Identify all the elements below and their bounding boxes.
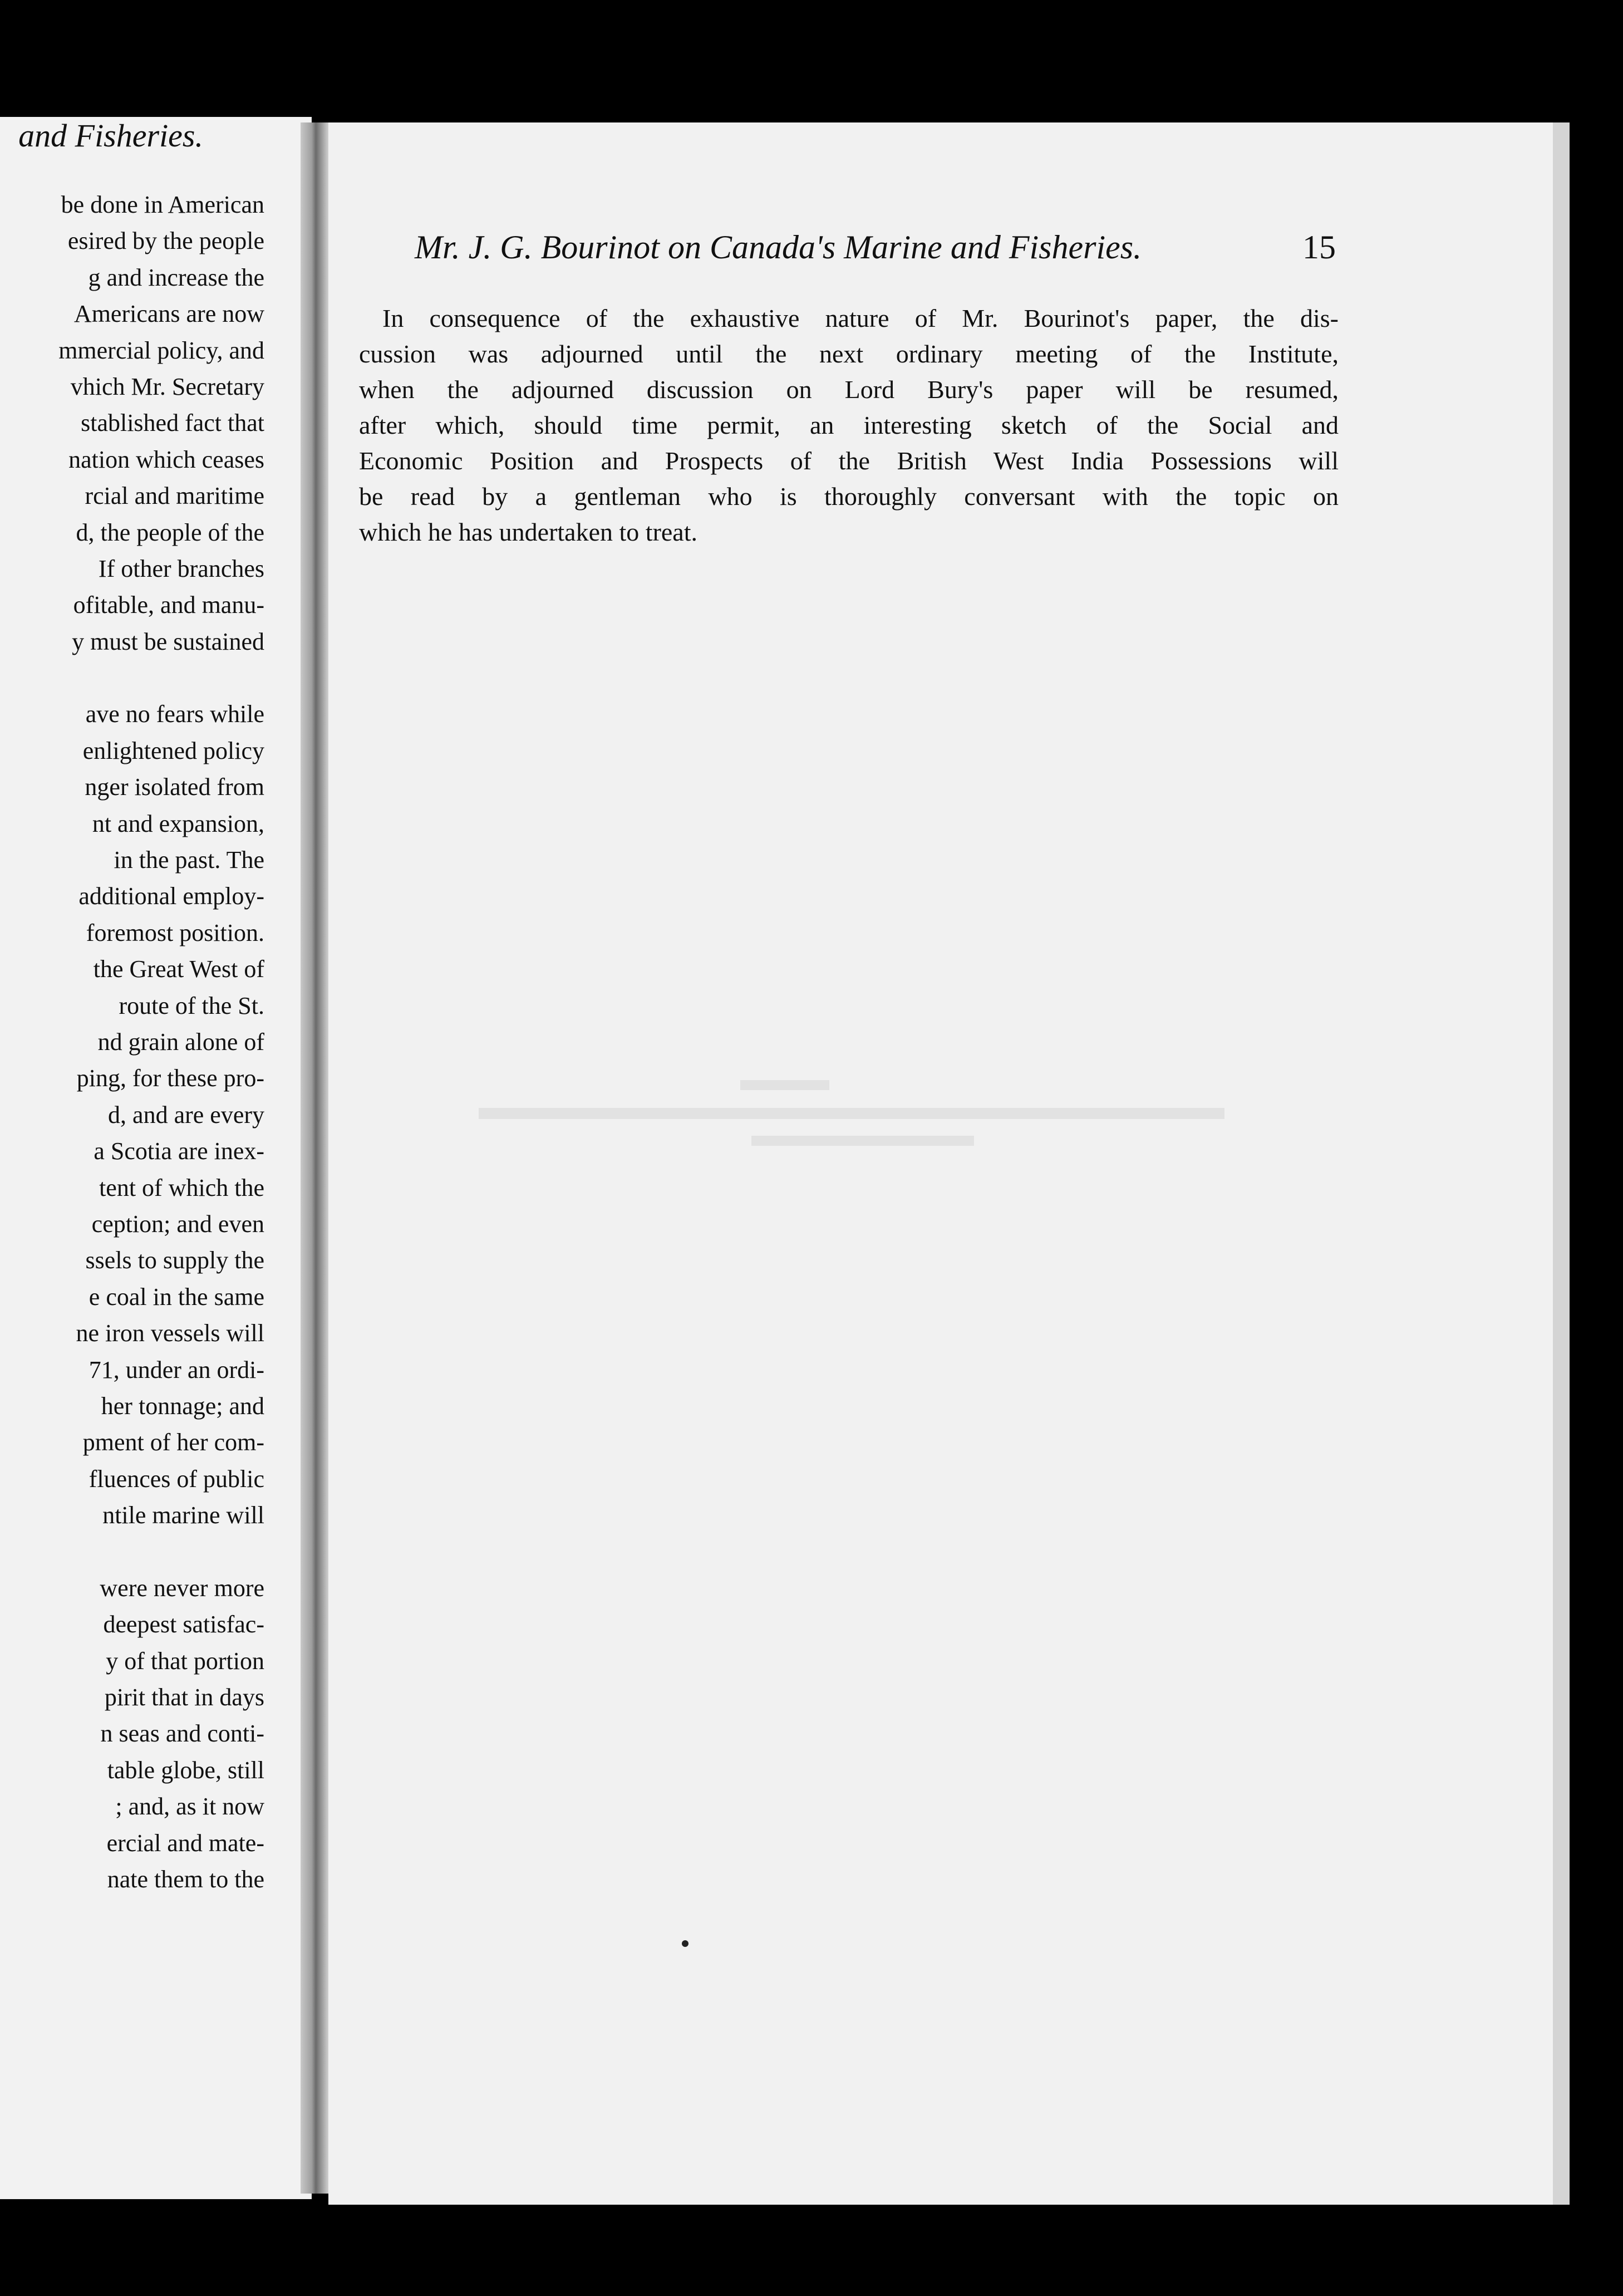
left-page-line: nation which ceases (68, 445, 264, 473)
left-page-line: nate them to the (107, 1865, 264, 1893)
left-page-line: be done in American (61, 191, 264, 218)
left-page-line: y must be sustained (72, 627, 264, 655)
left-page-line: If other branches (98, 555, 264, 582)
left-page-line: additional employ- (78, 882, 264, 910)
left-page-line: ne iron vessels will (76, 1319, 264, 1347)
left-page-line: n seas and conti- (100, 1720, 264, 1748)
paragraph-line: which he has undertaken to treat. (359, 518, 697, 546)
left-page-line: Americans are now (73, 300, 264, 328)
left-page-line: ssels to supply the (85, 1247, 264, 1274)
left-page-line: ; and, as it now (115, 1793, 264, 1821)
left-page-line: pment of her com- (82, 1429, 264, 1456)
ink-speck (682, 1940, 688, 1947)
left-page-line (0, 1533, 264, 1569)
left-page-line: pirit that in days (104, 1684, 264, 1711)
left-page-line: in the past. The (114, 846, 264, 874)
left-page-line: ping, for these pro- (76, 1064, 264, 1092)
page-edge (1553, 122, 1570, 2205)
left-page-line: y of that portion (106, 1647, 264, 1675)
left-page-line: route of the St. (119, 992, 264, 1019)
left-page-line: mmercial policy, and (58, 336, 264, 364)
paragraph-line: be read by a gentleman who is thoroughly conversant with the topic on (359, 482, 1339, 511)
left-page-text-column (0, 187, 264, 1897)
left-page-line: stablished fact that (81, 409, 264, 437)
left-page-line: were never more (100, 1574, 264, 1602)
body-paragraph (359, 301, 1339, 550)
paragraph-line: Economic Position and Prospects of the British West India Possessions will (359, 447, 1339, 475)
left-page-line: ercial and mate- (106, 1829, 264, 1857)
left-page-line: e coal in the same (88, 1283, 264, 1311)
running-header (415, 228, 1336, 278)
left-page-line: ception; and even (91, 1210, 264, 1238)
paragraph-line: In consequence of the exhaustive nature of Mr. Bourinot's paper, the dis- (382, 304, 1339, 332)
left-page-line: d, and are every (108, 1101, 264, 1129)
left-page-line: tent of which the (99, 1174, 264, 1201)
running-title: Mr. J. G. Bourinot on Canada's Marine and Fisheries. (415, 229, 1142, 266)
left-page-line: the Great West of (93, 955, 264, 983)
left-page-line: ntile marine will (102, 1502, 264, 1529)
left-page-line: fluences of public (88, 1465, 264, 1493)
show-through-text (479, 1075, 1230, 1186)
left-page-line: ofitable, and manu- (73, 591, 264, 619)
left-page-line: d, the people of the (76, 518, 264, 546)
left-page-line: g and increase the (88, 263, 264, 291)
left-page-line: esired by the people (67, 227, 264, 255)
left-page-line: her tonnage; and (101, 1392, 264, 1420)
left-page-line (0, 660, 264, 696)
left-page-line: rcial and maritime (85, 482, 264, 510)
page-number: 15 (1302, 229, 1336, 266)
left-page-line: vhich Mr. Secretary (70, 372, 264, 400)
book-gutter (301, 122, 328, 2194)
left-page-line: deepest satisfac- (103, 1611, 264, 1638)
left-page-line: nger isolated from (85, 773, 264, 801)
left-page-line: a Scotia are inex- (94, 1137, 264, 1165)
paragraph-line: cussion was adjourned until the next ordinary meeting of the Institute, (359, 340, 1339, 368)
left-page-line: nt and expansion, (92, 810, 264, 837)
left-page-line: ave no fears while (85, 700, 264, 728)
left-page-line: enlightened policy (82, 737, 264, 764)
left-page-line: nd grain alone of (97, 1028, 264, 1056)
paragraph-line: when the adjourned discussion on Lord Bury's paper will be resumed, (359, 375, 1339, 404)
left-page-running-header: and Fisheries. (18, 117, 203, 154)
left-page-line: table globe, still (107, 1756, 264, 1784)
paragraph-line: after which, should time permit, an interesting sketch of the Social and (359, 411, 1339, 439)
left-page-line: 71, under an ordi- (88, 1356, 264, 1384)
left-page-line: foremost position. (86, 919, 264, 946)
